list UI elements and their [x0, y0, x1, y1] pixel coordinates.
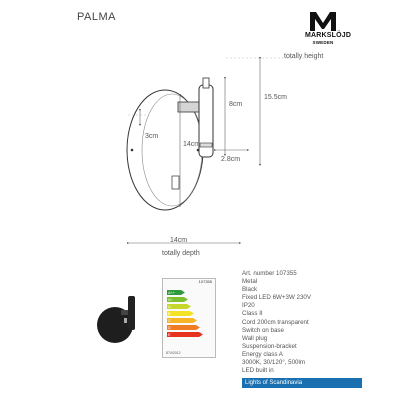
energy-class-bar: [167, 318, 197, 323]
totally-depth-label: totally depth: [162, 250, 200, 257]
energy-class-grade: D: [168, 326, 171, 331]
spec-line: Energy class A: [242, 350, 283, 358]
energy-class-grade: C: [168, 319, 171, 324]
lamp-photo: [97, 296, 135, 343]
spec-line: LED built in: [242, 367, 274, 375]
energy-label-footer: 874/2012: [166, 351, 181, 355]
totally-height-text: totally height: [284, 53, 324, 60]
spec-line: Metal: [242, 278, 258, 286]
energy-class-grade: A++: [168, 291, 175, 296]
energy-class-bar: [167, 304, 191, 309]
energy-class-bar: [167, 311, 194, 316]
energy-class-grade: E: [168, 333, 171, 338]
spec-line: Art. number 107355: [242, 270, 297, 277]
spec-line: Cord 200cm transparent: [242, 318, 309, 326]
spec-line: Fixed LED 6W+3W 230V: [242, 294, 311, 302]
depth-value: 14cm: [170, 237, 188, 244]
energy-label: [162, 278, 216, 358]
spec-line: Class II: [242, 310, 263, 318]
energy-class-grade: A+: [168, 298, 173, 303]
lamp-photo-switch: [124, 318, 127, 323]
spec-list: [242, 270, 311, 375]
spec-line: Wall plug: [242, 334, 268, 342]
brand-country: SWEDEN: [312, 40, 334, 45]
spec-line: Switch on base: [242, 326, 284, 334]
arm-length-value: 8cm: [229, 101, 243, 108]
spec-line: 3000K, 30/120°, 500lm: [242, 359, 306, 367]
lamp-lens: [200, 143, 212, 147]
lamp-photo-head: [128, 296, 135, 330]
lamp-cap: [203, 78, 209, 88]
base-width-value: 3cm: [145, 133, 159, 140]
energy-label-model: 107355: [198, 279, 212, 284]
spec-line: IP20: [242, 302, 255, 310]
screw-left: [131, 149, 134, 152]
head-depth-value: 2.8cm: [221, 156, 241, 163]
switch: [172, 176, 179, 189]
totally-height-label: [284, 53, 323, 60]
energy-class-bars: [163, 284, 215, 344]
energy-class-grade: B: [168, 312, 171, 317]
energy-class-grade: A: [168, 305, 171, 310]
height-value: 15.5cm: [264, 94, 287, 101]
footer-banner: Lights of Scandinavia: [242, 378, 362, 388]
screw-right: [197, 149, 200, 152]
energy-class-bar: [167, 325, 200, 330]
spec-line: Black: [242, 286, 258, 294]
plate-diameter-value: 14cm: [183, 141, 201, 148]
energy-class-bar: [167, 332, 203, 337]
product-title: PALMA: [77, 11, 116, 23]
brand-name: MARKSLÖJD: [305, 32, 352, 39]
spec-line: Suspension-bracket: [242, 342, 297, 350]
